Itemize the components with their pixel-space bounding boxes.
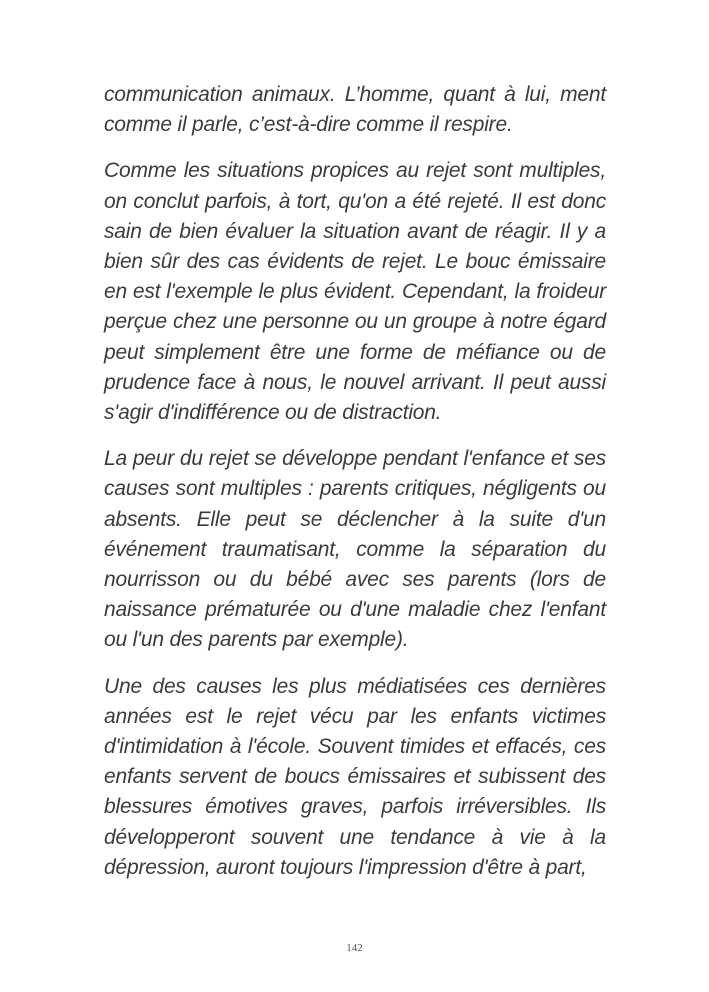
body-text: [104, 80, 606, 899]
paragraph-3: La peur du rejet se développe pendant l'enfance et ses causes sont multiples : parents critiques, négligents ou absents. Elle peut se déclencher à la suite d'un événement traumatisant, comme la séparation du nourrisson ou du bébé avec ses parents (lors de naissance prématurée ou d'une maladie chez l'enfant ou l'un des parents par exemple).: [104, 447, 606, 652]
page-number: 142: [346, 942, 363, 954]
paragraph-1: communication animaux. L’homme, quant à lui, ment comme il parle, c’est-à-dire comme il respire.: [104, 83, 606, 137]
paragraph-2: Comme les situations propices au rejet sont multiples, on conclut parfois, à tort, qu'on a été rejeté. Il est donc sain de bien évaluer la situation avant de réagir. Il y a bien sûr des cas évidents de rejet. Le bouc émissaire en est l'exemple le plus évident. Cependant, la froideur perçue chez une personne ou un groupe à notre égard peut simplement être une forme de méfiance ou de prudence face à nous, le nouvel arrivant. Il peut aussi s'agir d'indifférence ou de distraction.: [104, 159, 606, 425]
paragraph-4: Une des causes les plus médiatisées ces dernières années est le rejet vécu par les enfants victimes d'intimidation à l'école. Souvent timides et effacés, ces enfants servent de boucs émissaires et subissent des blessures émotives graves, parfois irréversibles. Ils développeront souvent une tendance à vie à la dépression, auront toujours l'impression d'être à part,: [104, 674, 606, 879]
